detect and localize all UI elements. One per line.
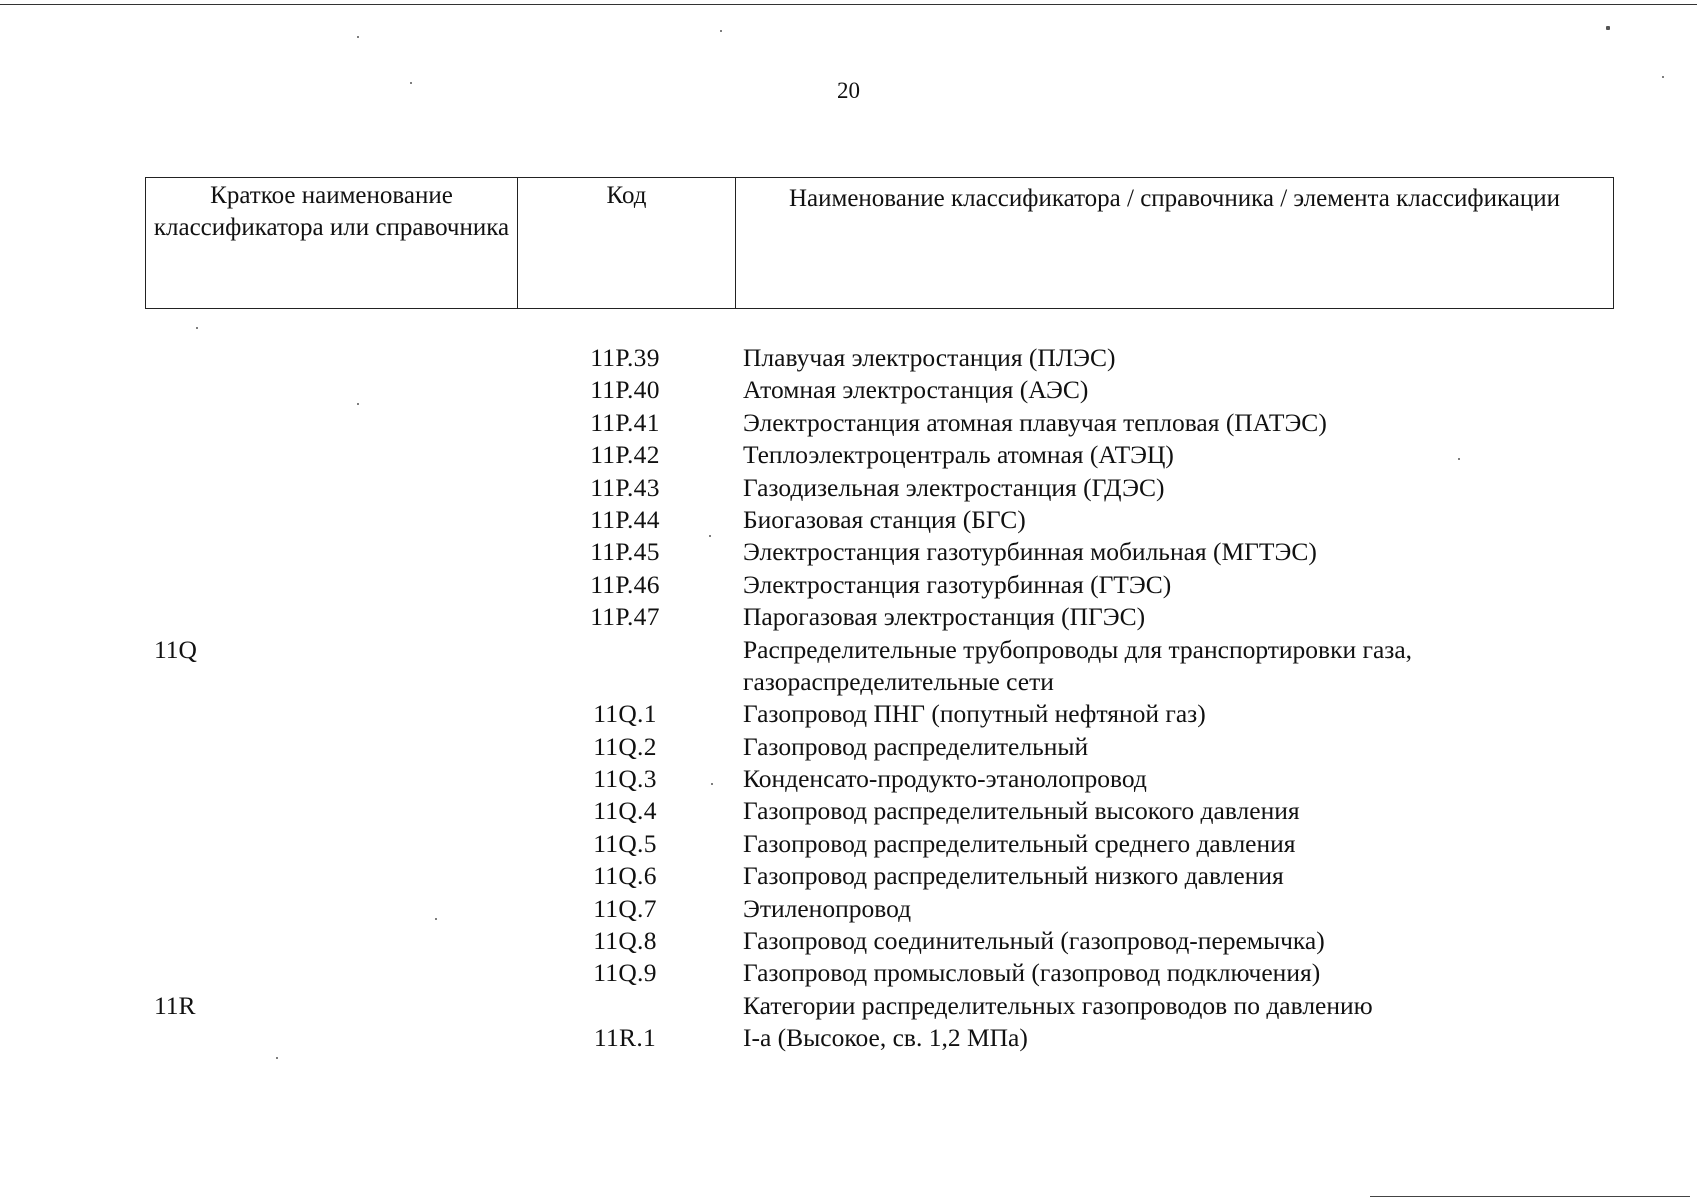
row-name: Газопровод ПНГ (попутный нефтяной газ)	[743, 699, 1206, 729]
row-name: Биогазовая станция (БГС)	[743, 504, 1026, 534]
row-code: 11Q.8	[593, 926, 657, 956]
row-code: 11P.40	[590, 375, 660, 405]
table-row	[0, 795, 1697, 827]
row-name: Газопровод соединительный (газопровод-перемычка)	[743, 926, 1325, 956]
table-row	[0, 342, 1697, 374]
table-row	[0, 925, 1697, 957]
table-row	[0, 472, 1697, 504]
row-name: Электростанция газотурбинная (ГТЭС)	[743, 569, 1172, 599]
scan-speck	[357, 403, 359, 405]
table-row	[0, 1022, 1697, 1054]
row-code: 11Q.9	[593, 958, 657, 988]
row-code: 11P.43	[590, 472, 660, 502]
scan-speck	[1662, 76, 1664, 78]
row-name: Электростанция газотурбинная мобильная (МГТЭС)	[743, 537, 1317, 567]
table-row	[0, 957, 1697, 989]
row-name: Газопровод промысловый (газопровод подключения)	[743, 958, 1321, 988]
table-row	[0, 893, 1697, 925]
top-rule	[0, 4, 1697, 5]
table-row	[0, 698, 1697, 730]
header-short-name: Краткое наименование классификатора или справочника	[153, 182, 510, 241]
row-short-name: 11R	[154, 990, 196, 1020]
row-code: 11R.1	[593, 1023, 657, 1053]
row-name: Теплоэлектроцентраль атомная (АТЭЦ)	[743, 440, 1174, 470]
row-code: 11P.45	[590, 537, 660, 567]
row-code: 11P.46	[590, 569, 660, 599]
header-code: Код	[517, 178, 735, 308]
scan-speck	[1458, 458, 1460, 460]
table-header	[145, 177, 1614, 309]
row-name: I-а (Высокое, св. 1,2 МПа)	[743, 1023, 1028, 1053]
table-row	[0, 601, 1697, 633]
table-row	[0, 439, 1697, 471]
row-name: Газопровод распределительный низкого давления	[743, 861, 1284, 891]
bottom-rule	[1370, 1196, 1690, 1197]
row-name: Категории распределительных газопроводов по давлению	[743, 990, 1373, 1020]
table-row	[0, 374, 1697, 406]
scan-speck	[720, 30, 722, 32]
table-row	[0, 407, 1697, 439]
row-name: Плавучая электростанция (ПЛЭС)	[743, 343, 1116, 372]
scan-speck	[1606, 26, 1610, 30]
table-row	[0, 504, 1697, 536]
scan-speck	[357, 36, 359, 38]
scan-speck	[410, 82, 412, 84]
row-name: Распределительные трубопроводы для транспортировки газа, газораспределительные сети	[743, 634, 1413, 696]
row-name: Атомная электростанция (АЭС)	[743, 375, 1089, 405]
row-code: 11P.39	[590, 343, 660, 372]
table-row	[0, 569, 1697, 601]
table-row	[0, 828, 1697, 860]
row-name: Электростанция атомная плавучая тепловая (ПАТЭС)	[743, 407, 1327, 437]
row-code: 11P.47	[590, 602, 660, 632]
row-short-name: 11Q	[154, 634, 197, 664]
table-row-group	[0, 634, 1697, 699]
scan-speck	[435, 918, 437, 920]
table-row	[0, 536, 1697, 568]
row-code: 11Q.2	[593, 731, 657, 761]
row-name: Газодизельная электростанция (ГДЭС)	[743, 472, 1165, 502]
row-name: Этиленопровод	[743, 893, 912, 923]
header-full-name: Наименование классификатора / справочника / элемента классификации	[735, 178, 1613, 308]
scan-speck	[196, 327, 198, 329]
row-code: 11P.41	[590, 407, 660, 437]
row-code: 11Q.6	[593, 861, 657, 891]
row-code: 11Q.1	[593, 699, 657, 729]
table-row	[0, 731, 1697, 763]
row-code: 11Q.4	[593, 796, 657, 826]
table-row	[0, 763, 1697, 795]
table-body	[0, 342, 1697, 1055]
row-code: 11Q.3	[593, 764, 657, 794]
row-name: Газопровод распределительный	[743, 731, 1089, 761]
scan-speck	[276, 1057, 278, 1059]
scan-speck	[709, 535, 711, 537]
table-row	[0, 860, 1697, 892]
row-code: 11Q.7	[593, 893, 657, 923]
page-number: 20	[837, 78, 860, 103]
row-name: Газопровод распределительный среднего давления	[743, 828, 1296, 858]
row-name: Парогазовая электростанция (ПГЭС)	[743, 602, 1146, 632]
table-row-group	[0, 990, 1697, 1022]
row-code: 11P.42	[590, 440, 660, 470]
scan-speck	[711, 783, 713, 785]
row-name: Газопровод распределительный высокого давления	[743, 796, 1300, 826]
row-code: 11Q.5	[593, 828, 657, 858]
row-name: Конденсато-продукто-этанолопровод	[743, 764, 1147, 794]
row-code: 11P.44	[590, 504, 660, 534]
